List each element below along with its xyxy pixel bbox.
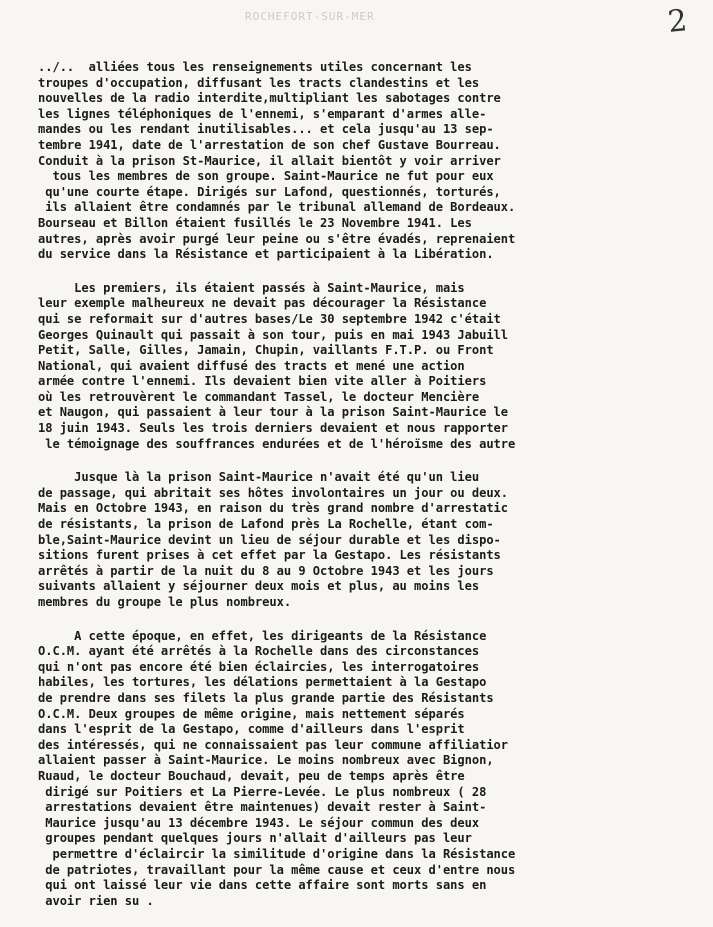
text-line: O.C.M. Deux groupes de même origine, mais nettement séparés [38,706,465,721]
text-line: avoir rien su . [38,893,154,908]
text-line: permettre d'éclaircir la similitude d'origine dans la Résistance [38,846,516,861]
text-line: le témoignage des souffrances endurées et de l'héroïsme des autre [38,436,516,451]
text-line: sitions furent prises à cet effet par la Gestapo. Les résistants [38,548,501,563]
text-line: National, qui avaient diffusé des tracts et mené une action [38,358,465,373]
text-line: Petit, Salle, Gilles, Jamain, Chupin, vaillants F.T.P. ou Front [38,343,494,358]
paragraph-1 [38,60,710,263]
text-line: Mais en Octobre 1943, en raison du très grand nombre d'arrestatic [38,501,509,516]
text-line: qu'une courte étape. Dirigés sur Lafond, questionnés, torturés, [38,184,501,199]
text-line: arrêtés à partir de la nuit du 8 au 9 Octobre 1943 et les jours [38,563,494,578]
text-line: tous les membres de son groupe. Saint-Maurice ne fut pour eux [38,169,494,184]
text-line: de passage, qui abritait ses hôtes involontaires un jour ou deux. [38,485,509,500]
text-line: de résistants, la prison de Lafond près La Rochelle, étant com- [38,517,494,532]
text-line: Conduit à la prison St-Maurice, il allait bientôt y voir arriver [38,153,501,168]
text-line: les lignes téléphoniques de l'ennemi, s'emparant d'armes alle- [38,106,487,121]
text-line: ils allaient être condamnés par le tribunal allemand de Bordeaux. [38,200,516,215]
text-line: Georges Quinault qui passait à son tour, puis en mai 1943 Jabuill [38,327,509,342]
text-line: armée contre l'ennemi. Ils devaient bien vite aller à Poitiers [38,374,487,389]
text-line: A cette époque, en effet, les dirigeants de la Résistance [38,628,487,643]
text-line: et Naugon, qui passaient à leur tour à la prison Saint-Maurice le [38,405,509,420]
text-line: Les premiers, ils étaient passés à Saint-Maurice, mais [38,280,465,295]
text-line: dans l'esprit de la Gestapo, comme d'ailleurs dans l'esprit [38,722,465,737]
text-line: autres, après avoir purgé leur peine ou s'être évadés, reprenaient [38,231,516,246]
text-line: 18 juin 1943. Seuls les trois derniers devaient et nous rapporter [38,421,509,436]
text-line: ../.. alliées tous les renseignements utiles concernant les [38,60,472,74]
text-line: suivants allaient y séjourner deux mois et plus, au moins les [38,579,480,594]
text-line: Ruaud, le docteur Bouchaud, devait, peu de temps après être [38,768,465,783]
text-line: Maurice jusqu'au 13 décembre 1943. Le séjour commun des deux [38,815,480,830]
text-line: nouvelles de la radio interdite,multipliant les sabotages contre [38,91,501,106]
text-line: Jusque là la prison Saint-Maurice n'avait été qu'un lieu [38,470,480,485]
text-line: qui se reformait sur d'autres bases/Le 30 septembre 1942 c'était [38,311,501,326]
paragraph-4 [38,629,710,910]
text-line: groupes pendant quelques jours n'allait d'ailleurs pas leur [38,831,472,846]
text-line: ble,Saint-Maurice devint un lieu de séjour durable et les dispo- [38,532,501,547]
paragraph-2 [38,281,710,453]
text-line: troupes d'occupation, diffusant les tracts clandestins et les [38,75,480,90]
text-line: de prendre dans ses filets la plus grande partie des Résistants [38,690,494,705]
page-header: ROCHEFORT-SUR-MER [245,10,375,23]
text-line: arrestations devaient être maintenues) devait rester à Saint- [38,800,487,815]
text-line: habiles, les tortures, les délations permettaient à la Gestapo [38,675,487,690]
text-line: qui n'ont pas encore été bien éclaircies, les interrogatoires [38,659,480,674]
text-line: où les retrouvèrent le commandant Tassel, le docteur Mencière [38,389,480,404]
text-line: allaient passer à Saint-Maurice. Le moins nombreux avec Bignon, [38,753,494,768]
text-line: qui ont laissé leur vie dans cette affaire sont morts sans en [38,878,487,893]
text-line: membres du groupe le plus nombreux. [38,595,292,609]
document-body [38,60,710,927]
text-line: tembre 1941, date de l'arrestation de son chef Gustave Bourreau. [38,137,501,152]
text-line: mandes ou les rendant inutilisables... et cela jusqu'au 13 sep- [38,122,494,137]
paragraph-3 [38,470,710,610]
text-line: leur exemple malheureux ne devait pas décourager la Résistance [38,296,487,311]
text-line: de patriotes, travaillant pour la même cause et ceux d'entre nous [38,862,516,877]
text-line: dirigé sur Poitiers et La Pierre-Levée. Le plus nombreux ( 28 [38,784,487,799]
text-line: Bourseau et Billon étaient fusillés le 23 Novembre 1941. Les [38,215,472,230]
page-number: 2 [666,3,689,40]
text-line: des intéressés, qui ne connaissaient pas leur commune affiliatior [38,737,509,752]
text-line: du service dans la Résistance et participaient à la Libération. [38,247,494,262]
text-line: O.C.M. ayant été arrêtés à la Rochelle dans des circonstances [38,644,480,659]
